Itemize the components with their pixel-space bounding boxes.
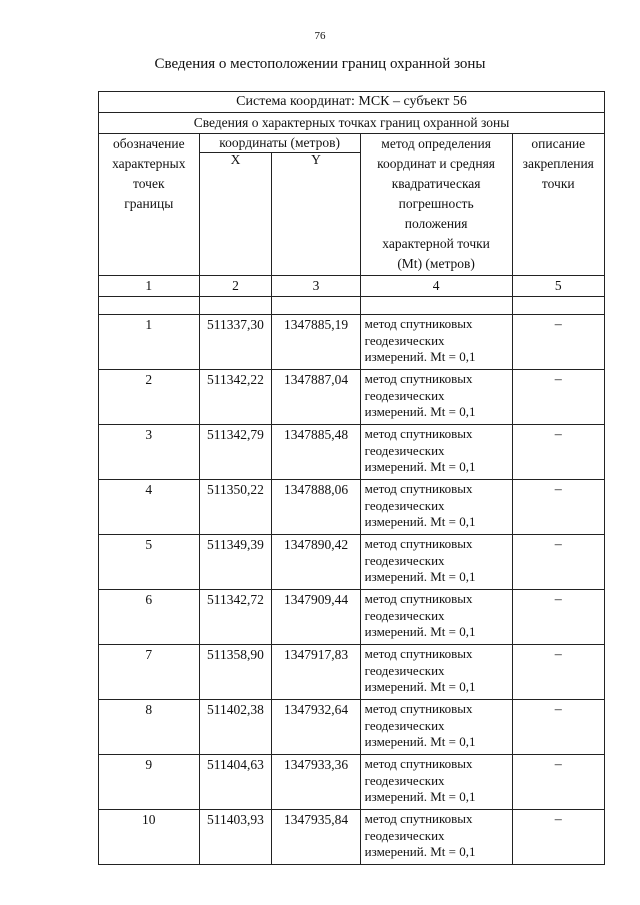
point-number: 7 (99, 645, 200, 700)
point-number: 9 (99, 755, 200, 810)
method-cell (360, 810, 512, 865)
method-line: метод спутниковых (364, 811, 473, 826)
y-coordinate: 1347887,04 (272, 370, 360, 425)
method-cell (360, 315, 512, 370)
x-coordinate: 511342,79 (199, 425, 272, 480)
description-cell: – (512, 700, 604, 755)
method-header: метод определения координат и средняя квадратическая погрешность положения характерной точки (Mt) (метров) (360, 134, 512, 276)
coordinates-header: координаты (метров) (199, 134, 360, 153)
point-number: 2 (99, 370, 200, 425)
column-number: 1 (99, 276, 200, 297)
x-coordinate: 511349,39 (199, 535, 272, 590)
method-cell (360, 535, 512, 590)
column-number: 3 (272, 276, 360, 297)
method-line: измерений. Mt = 0,1 (364, 569, 476, 584)
method-line: метод спутниковых (364, 481, 473, 496)
description-header: описание закрепления точки (512, 134, 604, 276)
point-designation-header: обозначение характерных точек границы (99, 134, 200, 276)
method-line: метод спутниковых (364, 756, 473, 771)
y-header: Y (272, 153, 360, 276)
method-line: измерений. Mt = 0,1 (364, 679, 476, 694)
description-cell: – (512, 590, 604, 645)
x-coordinate: 511350,22 (199, 480, 272, 535)
y-coordinate: 1347890,42 (272, 535, 360, 590)
method-line: геодезических (364, 552, 445, 568)
method-line: метод спутниковых (364, 316, 473, 331)
description-cell: – (512, 425, 604, 480)
x-coordinate: 511342,22 (199, 370, 272, 425)
description-cell: – (512, 755, 604, 810)
description-cell: – (512, 645, 604, 700)
point-number: 4 (99, 480, 200, 535)
page-number: 76 (314, 30, 326, 42)
y-coordinate: 1347933,36 (272, 755, 360, 810)
method-line: измерений. Mt = 0,1 (364, 459, 476, 474)
method-cell (360, 370, 512, 425)
method-line: геодезических (364, 772, 445, 788)
x-header: X (199, 153, 272, 276)
point-number: 6 (99, 590, 200, 645)
method-line: измерений. Mt = 0,1 (364, 789, 476, 804)
table-row (99, 755, 605, 810)
column-number: 4 (360, 276, 512, 297)
description-cell: – (512, 535, 604, 590)
column-number: 2 (199, 276, 272, 297)
table-row (99, 480, 605, 535)
method-line: метод спутниковых (364, 701, 473, 716)
method-line: измерений. Mt = 0,1 (364, 404, 476, 419)
x-coordinate: 511358,90 (199, 645, 272, 700)
point-number: 5 (99, 535, 200, 590)
method-line: геодезических (364, 332, 445, 348)
y-coordinate: 1347909,44 (272, 590, 360, 645)
x-coordinate: 511403,93 (199, 810, 272, 865)
table-row (99, 645, 605, 700)
description-cell: – (512, 480, 604, 535)
method-line: метод спутниковых (364, 646, 473, 661)
table-row (99, 425, 605, 480)
column-numbers-row (99, 276, 605, 297)
y-coordinate: 1347885,48 (272, 425, 360, 480)
method-line: измерений. Mt = 0,1 (364, 514, 476, 529)
method-line: измерений. Mt = 0,1 (364, 844, 476, 859)
method-line: геодезических (364, 717, 445, 733)
point-number: 8 (99, 700, 200, 755)
method-line: метод спутниковых (364, 371, 473, 386)
y-coordinate: 1347917,83 (272, 645, 360, 700)
method-cell (360, 645, 512, 700)
method-line: метод спутниковых (364, 591, 473, 606)
y-coordinate: 1347885,19 (272, 315, 360, 370)
x-coordinate: 511402,38 (199, 700, 272, 755)
coordinate-system-header: Система координат: МСК – субъект 56 (99, 92, 605, 113)
x-coordinate: 511342,72 (199, 590, 272, 645)
method-line: измерений. Mt = 0,1 (364, 624, 476, 639)
blank-row (99, 297, 605, 315)
method-cell (360, 755, 512, 810)
x-coordinate: 511404,63 (199, 755, 272, 810)
method-line: измерений. Mt = 0,1 (364, 349, 476, 364)
method-line: геодезических (364, 497, 445, 513)
method-line: геодезических (364, 607, 445, 623)
y-coordinate: 1347935,84 (272, 810, 360, 865)
method-line: геодезических (364, 827, 445, 843)
table-row (99, 700, 605, 755)
column-number: 5 (512, 276, 604, 297)
description-cell: – (512, 315, 604, 370)
description-cell: – (512, 370, 604, 425)
table-row (99, 535, 605, 590)
method-line: геодезических (364, 442, 445, 458)
table-row (99, 810, 605, 865)
points-info-header: Сведения о характерных точках границ охранной зоны (99, 113, 605, 134)
method-line: геодезических (364, 662, 445, 678)
document-title: Сведения о местоположении границ охранной зоны (154, 56, 486, 72)
method-cell (360, 425, 512, 480)
method-line: измерений. Mt = 0,1 (364, 734, 476, 749)
point-number: 1 (99, 315, 200, 370)
method-line: геодезических (364, 387, 445, 403)
point-number: 3 (99, 425, 200, 480)
table-row (99, 315, 605, 370)
y-coordinate: 1347932,64 (272, 700, 360, 755)
description-cell: – (512, 810, 604, 865)
x-coordinate: 511337,30 (199, 315, 272, 370)
method-line: метод спутниковых (364, 426, 473, 441)
coordinates-table (98, 91, 605, 865)
table-row (99, 590, 605, 645)
point-number: 10 (99, 810, 200, 865)
y-coordinate: 1347888,06 (272, 480, 360, 535)
method-line: метод спутниковых (364, 536, 473, 551)
method-cell (360, 590, 512, 645)
method-cell (360, 480, 512, 535)
table-row (99, 370, 605, 425)
method-cell (360, 700, 512, 755)
